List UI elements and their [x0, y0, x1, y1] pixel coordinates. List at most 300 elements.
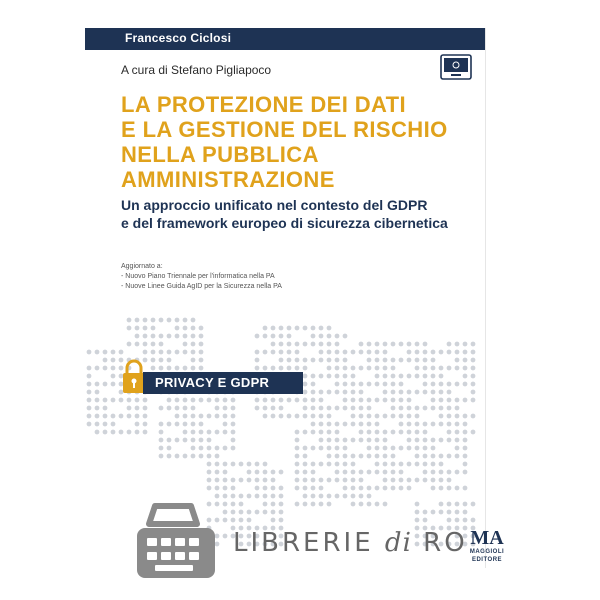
- map-dot: [407, 350, 412, 355]
- map-dot: [319, 422, 324, 427]
- publisher-mark: MA: [470, 527, 504, 549]
- map-dot: [375, 350, 380, 355]
- map-dot: [143, 334, 148, 339]
- map-dot: [159, 430, 164, 435]
- store-name: [233, 528, 468, 558]
- map-dot: [351, 422, 356, 427]
- map-dot: [295, 438, 300, 443]
- map-dot: [255, 486, 260, 491]
- map-dot: [447, 406, 452, 411]
- map-dot: [103, 398, 108, 403]
- map-dot: [319, 398, 324, 403]
- map-dot: [279, 342, 284, 347]
- map-dot: [423, 446, 428, 451]
- map-dot: [159, 438, 164, 443]
- map-dot: [415, 462, 420, 467]
- map-dot: [343, 334, 348, 339]
- map-dot: [359, 486, 364, 491]
- map-dot: [455, 486, 460, 491]
- monitor-icon: [440, 54, 472, 80]
- map-dot: [375, 398, 380, 403]
- map-dot: [199, 414, 204, 419]
- map-dot: [183, 454, 188, 459]
- map-dot: [263, 326, 268, 331]
- map-dot: [391, 342, 396, 347]
- map-dot: [95, 382, 100, 387]
- map-dot: [183, 334, 188, 339]
- map-dot: [215, 478, 220, 483]
- map-dot: [463, 470, 468, 475]
- map-dot: [111, 350, 116, 355]
- map-dot: [127, 406, 132, 411]
- map-dot: [391, 430, 396, 435]
- map-dot: [103, 414, 108, 419]
- map-dot: [399, 414, 404, 419]
- map-dot: [263, 334, 268, 339]
- map-dot: [439, 470, 444, 475]
- map-dot: [439, 414, 444, 419]
- map-dot: [295, 486, 300, 491]
- map-dot: [127, 326, 132, 331]
- map-dot: [319, 446, 324, 451]
- map-dot: [223, 462, 228, 467]
- map-dot: [359, 422, 364, 427]
- subtitle-line: Un approccio unificato nel contesto del GDPR: [121, 197, 428, 213]
- map-dot: [327, 326, 332, 331]
- map-dot: [327, 406, 332, 411]
- update-item: - Nuovo Piano Triennale per l'informatica nella PA: [121, 273, 275, 280]
- map-dot: [351, 470, 356, 475]
- subtitle-line: e del framework europeo di sicurezza cibernetica: [121, 215, 448, 231]
- map-dot: [303, 398, 308, 403]
- map-dot: [215, 454, 220, 459]
- map-dot: [447, 414, 452, 419]
- map-dot: [415, 454, 420, 459]
- map-dot: [439, 398, 444, 403]
- store-name-start: LIBRERIE: [233, 528, 385, 558]
- map-dot: [191, 398, 196, 403]
- map-dot: [295, 326, 300, 331]
- map-dot: [335, 446, 340, 451]
- map-dot: [127, 398, 132, 403]
- map-dot: [375, 446, 380, 451]
- store-name-end: RO: [411, 528, 468, 558]
- map-dot: [375, 454, 380, 459]
- publisher-logo: [463, 528, 511, 564]
- map-dot: [127, 318, 132, 323]
- map-dot: [423, 350, 428, 355]
- map-dot: [103, 366, 108, 371]
- map-dot: [143, 342, 148, 347]
- map-dot: [215, 406, 220, 411]
- map-dot: [87, 366, 92, 371]
- map-dot: [175, 414, 180, 419]
- map-dot: [455, 454, 460, 459]
- map-dot: [463, 342, 468, 347]
- map-dot: [367, 350, 372, 355]
- map-dot: [399, 462, 404, 467]
- map-dot: [439, 422, 444, 427]
- map-dot: [455, 414, 460, 419]
- map-dot: [247, 478, 252, 483]
- map-dot: [359, 478, 364, 483]
- map-dot: [407, 438, 412, 443]
- map-dot: [103, 358, 108, 363]
- map-dot: [351, 350, 356, 355]
- map-dot: [111, 422, 116, 427]
- map-dot: [295, 454, 300, 459]
- map-dot: [175, 406, 180, 411]
- map-dot: [151, 318, 156, 323]
- map-dot: [175, 398, 180, 403]
- map-dot: [111, 430, 116, 435]
- map-dot: [95, 406, 100, 411]
- map-dot: [135, 342, 140, 347]
- map-dot: [335, 454, 340, 459]
- map-dot: [447, 470, 452, 475]
- map-dot: [239, 462, 244, 467]
- map-dot: [319, 462, 324, 467]
- map-dot: [119, 430, 124, 435]
- map-dot: [423, 470, 428, 475]
- map-dot: [359, 470, 364, 475]
- map-dot: [303, 486, 308, 491]
- map-dot: [447, 454, 452, 459]
- map-dot: [287, 342, 292, 347]
- map-dot: [207, 462, 212, 467]
- typewriter-icon: [133, 498, 219, 582]
- map-dot: [143, 430, 148, 435]
- map-dot: [191, 454, 196, 459]
- map-dot: [263, 470, 268, 475]
- map-dot: [447, 422, 452, 427]
- map-dot: [327, 454, 332, 459]
- map-dot: [471, 414, 476, 419]
- map-dot: [327, 334, 332, 339]
- map-dot: [303, 462, 308, 467]
- map-dot: [271, 414, 276, 419]
- map-dot: [351, 438, 356, 443]
- map-dot: [127, 414, 132, 419]
- map-dot: [199, 342, 204, 347]
- map-dot: [367, 398, 372, 403]
- map-dot: [295, 414, 300, 419]
- map-dot: [359, 350, 364, 355]
- map-dot: [399, 486, 404, 491]
- map-dot: [407, 342, 412, 347]
- map-dot: [191, 438, 196, 443]
- map-dot: [431, 446, 436, 451]
- map-dot: [295, 398, 300, 403]
- map-dot: [271, 326, 276, 331]
- map-dot: [439, 350, 444, 355]
- map-dot: [455, 342, 460, 347]
- map-dot: [383, 454, 388, 459]
- map-dot: [191, 350, 196, 355]
- map-dot: [167, 438, 172, 443]
- map-dot: [431, 350, 436, 355]
- map-dot: [343, 486, 348, 491]
- map-dot: [383, 398, 388, 403]
- map-dot: [103, 422, 108, 427]
- update-notes: [121, 262, 282, 292]
- map-dot: [351, 462, 356, 467]
- map-dot: [319, 414, 324, 419]
- map-dot: [231, 478, 236, 483]
- map-dot: [415, 430, 420, 435]
- map-dot: [439, 406, 444, 411]
- map-dot: [191, 422, 196, 427]
- map-dot: [191, 430, 196, 435]
- map-dot: [207, 446, 212, 451]
- map-dot: [231, 414, 236, 419]
- map-dot: [343, 406, 348, 411]
- map-dot: [399, 478, 404, 483]
- map-dot: [303, 342, 308, 347]
- map-dot: [351, 486, 356, 491]
- map-dot: [423, 454, 428, 459]
- map-dot: [319, 478, 324, 483]
- map-dot: [463, 430, 468, 435]
- map-dot: [343, 422, 348, 427]
- map-dot: [359, 454, 364, 459]
- map-dot: [311, 326, 316, 331]
- map-dot: [343, 350, 348, 355]
- map-dot: [367, 342, 372, 347]
- map-dot: [199, 326, 204, 331]
- map-dot: [103, 350, 108, 355]
- map-dot: [151, 326, 156, 331]
- map-dot: [375, 438, 380, 443]
- map-dot: [111, 358, 116, 363]
- map-dot: [87, 382, 92, 387]
- map-dot: [223, 406, 228, 411]
- map-dot: [271, 398, 276, 403]
- map-dot: [183, 350, 188, 355]
- map-dot: [215, 414, 220, 419]
- map-dot: [159, 318, 164, 323]
- map-dot: [191, 326, 196, 331]
- map-dot: [391, 478, 396, 483]
- map-dot: [231, 422, 236, 427]
- map-dot: [447, 478, 452, 483]
- map-dot: [215, 398, 220, 403]
- map-dot: [167, 454, 172, 459]
- map-dot: [223, 398, 228, 403]
- map-dot: [391, 398, 396, 403]
- map-dot: [311, 334, 316, 339]
- map-dot: [447, 350, 452, 355]
- map-dot: [87, 398, 92, 403]
- map-dot: [311, 398, 316, 403]
- map-dot: [463, 462, 468, 467]
- map-dot: [95, 398, 100, 403]
- map-dot: [143, 326, 148, 331]
- map-dot: [255, 462, 260, 467]
- map-dot: [303, 430, 308, 435]
- map-dot: [231, 438, 236, 443]
- map-dot: [327, 414, 332, 419]
- map-dot: [231, 462, 236, 467]
- map-dot: [303, 454, 308, 459]
- map-dot: [199, 438, 204, 443]
- map-dot: [439, 438, 444, 443]
- map-dot: [383, 350, 388, 355]
- map-dot: [111, 374, 116, 379]
- map-dot: [359, 414, 364, 419]
- map-dot: [319, 350, 324, 355]
- map-dot: [215, 430, 220, 435]
- map-dot: [175, 326, 180, 331]
- map-dot: [87, 350, 92, 355]
- map-dot: [223, 470, 228, 475]
- map-dot: [431, 470, 436, 475]
- map-dot: [439, 462, 444, 467]
- map-dot: [119, 350, 124, 355]
- map-dot: [447, 430, 452, 435]
- map-dot: [215, 446, 220, 451]
- map-dot: [327, 438, 332, 443]
- map-dot: [391, 470, 396, 475]
- map-dot: [399, 398, 404, 403]
- map-dot: [279, 326, 284, 331]
- map-dot: [191, 318, 196, 323]
- map-dot: [127, 342, 132, 347]
- map-dot: [175, 334, 180, 339]
- map-dot: [207, 478, 212, 483]
- map-dot: [271, 406, 276, 411]
- map-dot: [375, 486, 380, 491]
- publisher-subname: EDITORE: [471, 557, 503, 563]
- map-dot: [407, 398, 412, 403]
- map-dot: [183, 342, 188, 347]
- map-dot: [423, 422, 428, 427]
- map-dot: [151, 334, 156, 339]
- series-badge: PRIVACY E GDPR: [143, 372, 303, 394]
- map-dot: [207, 454, 212, 459]
- map-dot: [311, 478, 316, 483]
- map-dot: [231, 430, 236, 435]
- map-dot: [223, 414, 228, 419]
- map-dot: [367, 454, 372, 459]
- map-dot: [167, 350, 172, 355]
- map-dot: [135, 430, 140, 435]
- map-dot: [367, 486, 372, 491]
- map-dot: [399, 430, 404, 435]
- map-dot: [335, 342, 340, 347]
- update-heading: Aggiornato a:: [121, 263, 163, 270]
- map-dot: [359, 406, 364, 411]
- map-dot: [423, 430, 428, 435]
- series-badge-row: [121, 358, 481, 398]
- map-dot: [183, 326, 188, 331]
- map-dot: [311, 470, 316, 475]
- map-dot: [303, 406, 308, 411]
- map-dot: [287, 334, 292, 339]
- map-dot: [159, 342, 164, 347]
- map-dot: [103, 382, 108, 387]
- map-dot: [343, 462, 348, 467]
- map-dot: [271, 334, 276, 339]
- map-dot: [111, 414, 116, 419]
- map-dot: [183, 430, 188, 435]
- map-dot: [311, 486, 316, 491]
- map-dot: [279, 350, 284, 355]
- map-dot: [287, 326, 292, 331]
- map-dot: [327, 350, 332, 355]
- map-dot: [199, 398, 204, 403]
- title-line: E LA GESTIONE DEL RISCHIO: [121, 117, 448, 142]
- map-dot: [279, 414, 284, 419]
- map-dot: [295, 478, 300, 483]
- map-dot: [359, 342, 364, 347]
- map-dot: [327, 478, 332, 483]
- map-dot: [335, 406, 340, 411]
- map-dot: [287, 414, 292, 419]
- map-dot: [375, 430, 380, 435]
- map-dot: [303, 326, 308, 331]
- map-dot: [319, 486, 324, 491]
- map-dot: [319, 342, 324, 347]
- map-dot: [159, 350, 164, 355]
- map-dot: [455, 470, 460, 475]
- map-dot: [391, 406, 396, 411]
- map-dot: [455, 350, 460, 355]
- map-dot: [399, 470, 404, 475]
- map-dot: [199, 422, 204, 427]
- map-dot: [455, 406, 460, 411]
- map-dot: [391, 414, 396, 419]
- map-dot: [159, 422, 164, 427]
- map-dot: [175, 318, 180, 323]
- map-dot: [263, 462, 268, 467]
- map-dot: [319, 430, 324, 435]
- map-dot: [95, 422, 100, 427]
- map-dot: [127, 430, 132, 435]
- author-bar: [85, 28, 485, 50]
- map-dot: [399, 422, 404, 427]
- map-dot: [359, 438, 364, 443]
- map-dot: [463, 414, 468, 419]
- map-dot: [143, 398, 148, 403]
- map-dot: [423, 478, 428, 483]
- map-dot: [111, 398, 116, 403]
- map-dot: [463, 486, 468, 491]
- map-dot: [351, 398, 356, 403]
- map-dot: [383, 438, 388, 443]
- map-dot: [431, 438, 436, 443]
- map-dot: [319, 438, 324, 443]
- map-dot: [263, 486, 268, 491]
- map-dot: [271, 478, 276, 483]
- title-line: NELLA PUBBLICA: [121, 142, 319, 167]
- map-dot: [431, 486, 436, 491]
- map-dot: [135, 398, 140, 403]
- map-dot: [423, 342, 428, 347]
- map-dot: [375, 414, 380, 419]
- map-dot: [383, 430, 388, 435]
- map-dot: [415, 342, 420, 347]
- map-dot: [471, 342, 476, 347]
- map-dot: [167, 318, 172, 323]
- map-dot: [183, 422, 188, 427]
- map-dot: [319, 334, 324, 339]
- map-dot: [103, 406, 108, 411]
- map-dot: [335, 478, 340, 483]
- map-dot: [455, 398, 460, 403]
- map-dot: [311, 462, 316, 467]
- map-dot: [303, 478, 308, 483]
